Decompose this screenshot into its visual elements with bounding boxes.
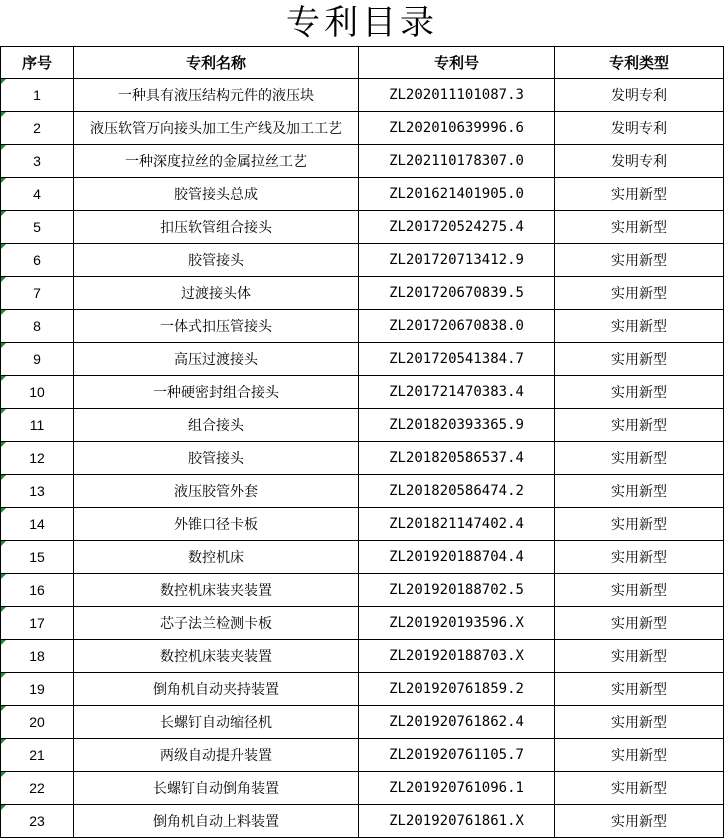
cell-patent-number <box>359 772 555 805</box>
column-header-name: 专利名称 <box>74 47 359 79</box>
cell-no <box>1 277 74 310</box>
cell-no <box>1 310 74 343</box>
cell-no-text: 10 <box>29 384 45 400</box>
cell-name <box>74 211 359 244</box>
cell-no <box>1 409 74 442</box>
cell-patent-type <box>555 673 724 706</box>
cell-name <box>74 409 359 442</box>
cell-name-text: 两级自动提升装置 <box>160 748 272 764</box>
cell-name <box>74 574 359 607</box>
cell-name-text: 数控机床装夹装置 <box>160 649 272 665</box>
cell-marker-icon <box>1 376 6 381</box>
cell-patent-number-text: ZL201720713412.9 <box>389 252 524 268</box>
cell-patent-type <box>555 343 724 376</box>
cell-marker-icon <box>1 211 6 216</box>
cell-patent-type-text: 实用新型 <box>611 616 667 632</box>
cell-marker-icon <box>1 112 6 117</box>
cell-no-text: 21 <box>29 747 45 763</box>
cell-name <box>74 343 359 376</box>
table-row <box>1 442 724 475</box>
cell-no-text: 8 <box>33 318 41 334</box>
cell-name-text: 芯子法兰检测卡板 <box>160 616 272 632</box>
table-row <box>1 706 724 739</box>
column-header-number: 专利号 <box>359 47 555 79</box>
cell-patent-type-text: 实用新型 <box>611 484 667 500</box>
cell-no <box>1 475 74 508</box>
cell-no-text: 9 <box>33 351 41 367</box>
cell-marker-icon <box>1 79 6 84</box>
cell-patent-number-text: ZL201920761096.1 <box>389 780 524 796</box>
cell-name <box>74 739 359 772</box>
column-header-no: 序号 <box>1 47 74 79</box>
cell-no-text: 11 <box>29 417 45 433</box>
table-row <box>1 79 724 112</box>
cell-no <box>1 145 74 178</box>
cell-name-text: 长螺钉自动缩径机 <box>160 715 272 731</box>
cell-no-text: 18 <box>29 648 45 664</box>
cell-patent-type <box>555 112 724 145</box>
cell-name <box>74 310 359 343</box>
table-row <box>1 211 724 244</box>
cell-patent-type <box>555 376 724 409</box>
cell-marker-icon <box>1 805 6 810</box>
cell-patent-type-text: 实用新型 <box>611 814 667 830</box>
cell-patent-type <box>555 508 724 541</box>
cell-name-text: 胶管接头 <box>188 451 244 467</box>
cell-no-text: 3 <box>33 153 41 169</box>
cell-name-text: 数控机床 <box>188 550 244 566</box>
cell-patent-type-text: 发明专利 <box>611 88 667 104</box>
cell-marker-icon <box>1 706 6 711</box>
table-row <box>1 607 724 640</box>
cell-patent-number <box>359 739 555 772</box>
cell-patent-number <box>359 79 555 112</box>
cell-patent-number-text: ZL201920761862.4 <box>389 714 524 730</box>
cell-name-text: 胶管接头总成 <box>174 187 258 203</box>
cell-no <box>1 607 74 640</box>
cell-no <box>1 343 74 376</box>
cell-no <box>1 244 74 277</box>
cell-no-text: 17 <box>29 615 45 631</box>
cell-name-text: 一种具有液压结构元件的液压块 <box>118 88 314 104</box>
table-row <box>1 343 724 376</box>
cell-no <box>1 178 74 211</box>
cell-patent-number-text: ZL201720670838.0 <box>389 318 524 334</box>
cell-no-text: 22 <box>29 780 45 796</box>
table-row <box>1 145 724 178</box>
cell-patent-number-text: ZL201720541384.7 <box>389 351 524 367</box>
cell-patent-number-text: ZL202010639996.6 <box>389 120 524 136</box>
cell-patent-type <box>555 79 724 112</box>
cell-patent-type-text: 实用新型 <box>611 583 667 599</box>
cell-name <box>74 508 359 541</box>
cell-patent-type-text: 实用新型 <box>611 517 667 533</box>
cell-patent-type <box>555 475 724 508</box>
table-header-row <box>1 47 724 79</box>
cell-patent-number-text: ZL201920188702.5 <box>389 582 524 598</box>
table-row <box>1 376 724 409</box>
cell-patent-type-text: 实用新型 <box>611 715 667 731</box>
cell-patent-number-text: ZL201820393365.9 <box>389 417 524 433</box>
cell-patent-number-text: ZL201920193596.X <box>389 615 524 631</box>
cell-marker-icon <box>1 574 6 579</box>
cell-patent-number <box>359 112 555 145</box>
cell-name <box>74 475 359 508</box>
cell-name-text: 长螺钉自动倒角装置 <box>153 781 279 797</box>
cell-name-text: 倒角机自动夹持装置 <box>153 682 279 698</box>
cell-patent-number <box>359 145 555 178</box>
cell-marker-icon <box>1 673 6 678</box>
cell-patent-number-text: ZL201721470383.4 <box>389 384 524 400</box>
cell-no <box>1 508 74 541</box>
table-row <box>1 772 724 805</box>
cell-patent-number <box>359 376 555 409</box>
cell-no <box>1 739 74 772</box>
cell-name <box>74 640 359 673</box>
cell-patent-type <box>555 607 724 640</box>
cell-name-text: 过渡接头体 <box>181 286 251 302</box>
cell-patent-number <box>359 706 555 739</box>
table-row <box>1 277 724 310</box>
cell-patent-number-text: ZL201621401905.0 <box>389 186 524 202</box>
cell-name <box>74 376 359 409</box>
cell-name-text: 一种深度拉丝的金属拉丝工艺 <box>125 154 307 170</box>
cell-no-text: 12 <box>29 450 45 466</box>
cell-patent-type <box>555 277 724 310</box>
cell-name <box>74 541 359 574</box>
cell-patent-number-text: ZL201920761861.X <box>389 813 524 829</box>
cell-no <box>1 376 74 409</box>
cell-marker-icon <box>1 277 6 282</box>
cell-no <box>1 673 74 706</box>
cell-patent-number <box>359 805 555 838</box>
cell-marker-icon <box>1 145 6 150</box>
cell-marker-icon <box>1 442 6 447</box>
table-row <box>1 574 724 607</box>
cell-patent-number <box>359 442 555 475</box>
cell-patent-number <box>359 574 555 607</box>
cell-patent-type <box>555 706 724 739</box>
cell-no-text: 7 <box>33 285 41 301</box>
cell-patent-type <box>555 310 724 343</box>
cell-marker-icon <box>1 343 6 348</box>
cell-name-text: 高压过渡接头 <box>174 352 258 368</box>
table-row <box>1 541 724 574</box>
cell-name <box>74 706 359 739</box>
cell-no-text: 14 <box>29 516 45 532</box>
cell-patent-type <box>555 409 724 442</box>
cell-no-text: 23 <box>29 813 45 829</box>
table-row <box>1 739 724 772</box>
table-row <box>1 640 724 673</box>
cell-no <box>1 79 74 112</box>
cell-name <box>74 442 359 475</box>
cell-no-text: 13 <box>29 483 45 499</box>
table-body <box>1 79 724 838</box>
cell-name-text: 一体式扣压管接头 <box>160 319 272 335</box>
cell-no <box>1 574 74 607</box>
table-row <box>1 475 724 508</box>
cell-patent-type <box>555 244 724 277</box>
cell-marker-icon <box>1 541 6 546</box>
cell-marker-icon <box>1 475 6 480</box>
cell-patent-number <box>359 343 555 376</box>
cell-no <box>1 541 74 574</box>
cell-name-text: 外锥口径卡板 <box>174 517 258 533</box>
cell-patent-number <box>359 607 555 640</box>
cell-name <box>74 244 359 277</box>
cell-patent-number-text: ZL201920761105.7 <box>389 747 524 763</box>
cell-name-text: 数控机床装夹装置 <box>160 583 272 599</box>
cell-name <box>74 772 359 805</box>
cell-name-text: 液压软管万向接头加工生产线及加工工艺 <box>90 121 342 137</box>
cell-no-text: 6 <box>33 252 41 268</box>
cell-patent-type <box>555 640 724 673</box>
table-row <box>1 409 724 442</box>
cell-patent-type <box>555 442 724 475</box>
cell-patent-type-text: 实用新型 <box>611 748 667 764</box>
cell-no <box>1 805 74 838</box>
cell-patent-number-text: ZL201920188703.X <box>389 648 524 664</box>
cell-patent-type <box>555 211 724 244</box>
cell-name <box>74 178 359 211</box>
cell-patent-number <box>359 475 555 508</box>
cell-name <box>74 277 359 310</box>
cell-no-text: 20 <box>29 714 45 730</box>
cell-patent-number-text: ZL202011101087.3 <box>389 87 524 103</box>
cell-no <box>1 706 74 739</box>
cell-patent-number-text: ZL201820586537.4 <box>389 450 524 466</box>
cell-marker-icon <box>1 739 6 744</box>
cell-name-text: 一种硬密封组合接头 <box>153 385 279 401</box>
cell-patent-type-text: 实用新型 <box>611 682 667 698</box>
cell-patent-number-text: ZL201820586474.2 <box>389 483 524 499</box>
table-row <box>1 178 724 211</box>
cell-name-text: 扣压软管组合接头 <box>160 220 272 236</box>
cell-patent-number-text: ZL201720670839.5 <box>389 285 524 301</box>
cell-name <box>74 112 359 145</box>
cell-marker-icon <box>1 772 6 777</box>
cell-no-text: 4 <box>33 186 41 202</box>
cell-no <box>1 772 74 805</box>
cell-patent-number <box>359 541 555 574</box>
cell-marker-icon <box>1 178 6 183</box>
cell-patent-type-text: 实用新型 <box>611 550 667 566</box>
cell-patent-type-text: 实用新型 <box>611 451 667 467</box>
cell-patent-number-text: ZL201920761859.2 <box>389 681 524 697</box>
cell-name-text: 组合接头 <box>188 418 244 434</box>
column-header-type: 专利类型 <box>555 47 724 79</box>
table-row <box>1 673 724 706</box>
cell-marker-icon <box>1 310 6 315</box>
cell-patent-type <box>555 178 724 211</box>
cell-patent-number <box>359 409 555 442</box>
table-row <box>1 244 724 277</box>
table-row <box>1 508 724 541</box>
cell-name <box>74 145 359 178</box>
cell-no-text: 16 <box>29 582 45 598</box>
cell-patent-type-text: 实用新型 <box>611 781 667 797</box>
cell-name <box>74 79 359 112</box>
cell-no-text: 15 <box>29 549 45 565</box>
cell-patent-number <box>359 508 555 541</box>
cell-patent-type-text: 实用新型 <box>611 418 667 434</box>
cell-no-text: 1 <box>33 87 41 103</box>
cell-patent-type <box>555 772 724 805</box>
cell-no <box>1 112 74 145</box>
cell-name <box>74 805 359 838</box>
cell-no-text: 19 <box>29 681 45 697</box>
cell-marker-icon <box>1 244 6 249</box>
cell-patent-type-text: 实用新型 <box>611 352 667 368</box>
cell-marker-icon <box>1 409 6 414</box>
cell-patent-type-text: 实用新型 <box>611 649 667 665</box>
cell-patent-type-text: 实用新型 <box>611 220 667 236</box>
cell-patent-type-text: 实用新型 <box>611 385 667 401</box>
cell-patent-type <box>555 805 724 838</box>
cell-patent-number <box>359 277 555 310</box>
table-row <box>1 112 724 145</box>
cell-patent-number-text: ZL201920188704.4 <box>389 549 524 565</box>
cell-patent-number <box>359 640 555 673</box>
cell-no <box>1 640 74 673</box>
cell-name <box>74 607 359 640</box>
cell-patent-number <box>359 244 555 277</box>
cell-name-text: 倒角机自动上料装置 <box>153 814 279 830</box>
cell-patent-type-text: 实用新型 <box>611 286 667 302</box>
cell-patent-type-text: 实用新型 <box>611 319 667 335</box>
cell-patent-number <box>359 178 555 211</box>
cell-patent-number <box>359 211 555 244</box>
cell-patent-type <box>555 541 724 574</box>
cell-name-text: 胶管接头 <box>188 253 244 269</box>
cell-marker-icon <box>1 607 6 612</box>
cell-no-text: 5 <box>33 219 41 235</box>
cell-name-text: 液压胶管外套 <box>174 484 258 500</box>
cell-patent-number-text: ZL201821147402.4 <box>389 516 524 532</box>
cell-patent-number-text: ZL201720524275.4 <box>389 219 524 235</box>
cell-patent-type <box>555 145 724 178</box>
cell-patent-type-text: 发明专利 <box>611 121 667 137</box>
cell-patent-type <box>555 739 724 772</box>
cell-patent-number-text: ZL202110178307.0 <box>389 153 524 169</box>
cell-patent-type-text: 实用新型 <box>611 253 667 269</box>
cell-marker-icon <box>1 640 6 645</box>
table-row <box>1 805 724 838</box>
cell-patent-type-text: 实用新型 <box>611 187 667 203</box>
page-title: 专利目录 <box>286 3 438 43</box>
cell-patent-number <box>359 310 555 343</box>
cell-no <box>1 442 74 475</box>
cell-patent-number <box>359 673 555 706</box>
cell-patent-type <box>555 574 724 607</box>
cell-marker-icon <box>1 508 6 513</box>
cell-patent-type-text: 发明专利 <box>611 154 667 170</box>
patent-table <box>0 46 724 838</box>
table-row <box>1 310 724 343</box>
cell-no-text: 2 <box>33 120 41 136</box>
cell-name <box>74 673 359 706</box>
cell-no <box>1 211 74 244</box>
